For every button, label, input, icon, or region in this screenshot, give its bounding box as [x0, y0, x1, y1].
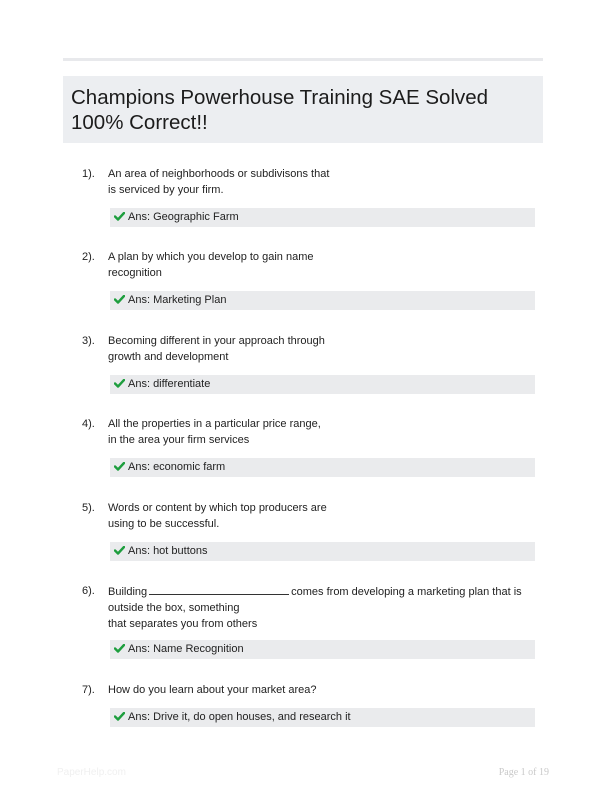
question-line: Words or content by which top producers are [108, 502, 327, 514]
checkmark-icon [114, 379, 125, 388]
question-line: recognition [108, 267, 162, 279]
question-text [108, 500, 535, 532]
question-number: 6). [82, 585, 95, 597]
answer-text: Ans: differentiate [128, 378, 211, 390]
question-number: 4). [82, 418, 95, 430]
checkmark-icon [114, 644, 125, 653]
question-text [108, 333, 535, 365]
answer-text: Ans: Geographic Farm [128, 211, 239, 223]
question-line: is serviced by your firm. [108, 184, 224, 196]
fill-in-blank [149, 583, 289, 595]
question-line: growth and development [108, 351, 229, 363]
question-number: 5). [82, 502, 95, 514]
question-line [108, 583, 535, 600]
answer-text: Ans: Drive it, do open houses, and research it [128, 711, 351, 723]
question-text [108, 583, 535, 632]
footer-watermark: PaperHelp.com [57, 767, 126, 778]
question-number: 3). [82, 335, 95, 347]
question-line: All the properties in a particular price range, [108, 418, 321, 430]
question-text [108, 682, 535, 698]
question-line: outside the box, something [108, 602, 240, 614]
checkmark-icon [114, 712, 125, 721]
checkmark-icon [114, 212, 125, 221]
question-line: An area of neighborhoods or subdivisons that [108, 168, 330, 180]
answer-text: Ans: Name Recognition [128, 643, 244, 655]
answer-box [110, 375, 535, 394]
question-number: 2). [82, 251, 95, 263]
question-line: in the area your firm services [108, 434, 250, 446]
answer-box [110, 208, 535, 227]
answer-box [110, 458, 535, 477]
question-line: that separates you from others [108, 618, 258, 630]
answer-box [110, 708, 535, 727]
answer-text: Ans: hot buttons [128, 545, 208, 557]
page-title: Champions Powerhouse Training SAE Solved 100% Correct!! [71, 86, 489, 134]
page-number: Page 1 of 19 [498, 767, 549, 778]
answer-box [110, 291, 535, 310]
top-divider [63, 58, 543, 61]
question-number: 7). [82, 684, 95, 696]
question-text [108, 249, 535, 281]
question-text [108, 166, 535, 198]
question-number: 1). [82, 168, 95, 180]
checkmark-icon [114, 295, 125, 304]
question-line: Becoming different in your approach through [108, 335, 325, 347]
question-text [108, 416, 535, 448]
answer-text: Ans: economic farm [128, 461, 226, 473]
question-fragment: Building [108, 586, 148, 598]
answer-box [110, 542, 535, 561]
checkmark-icon [114, 546, 125, 555]
answer-box [110, 640, 535, 659]
question-line: A plan by which you develop to gain name [108, 251, 314, 263]
question-fragment: comes from developing a marketing plan that is [291, 586, 522, 598]
question-line: How do you learn about your market area? [108, 684, 317, 696]
checkmark-icon [114, 462, 125, 471]
answer-text: Ans: Marketing Plan [128, 294, 227, 306]
question-line: using to be successful. [108, 518, 220, 530]
title-block [63, 76, 543, 143]
